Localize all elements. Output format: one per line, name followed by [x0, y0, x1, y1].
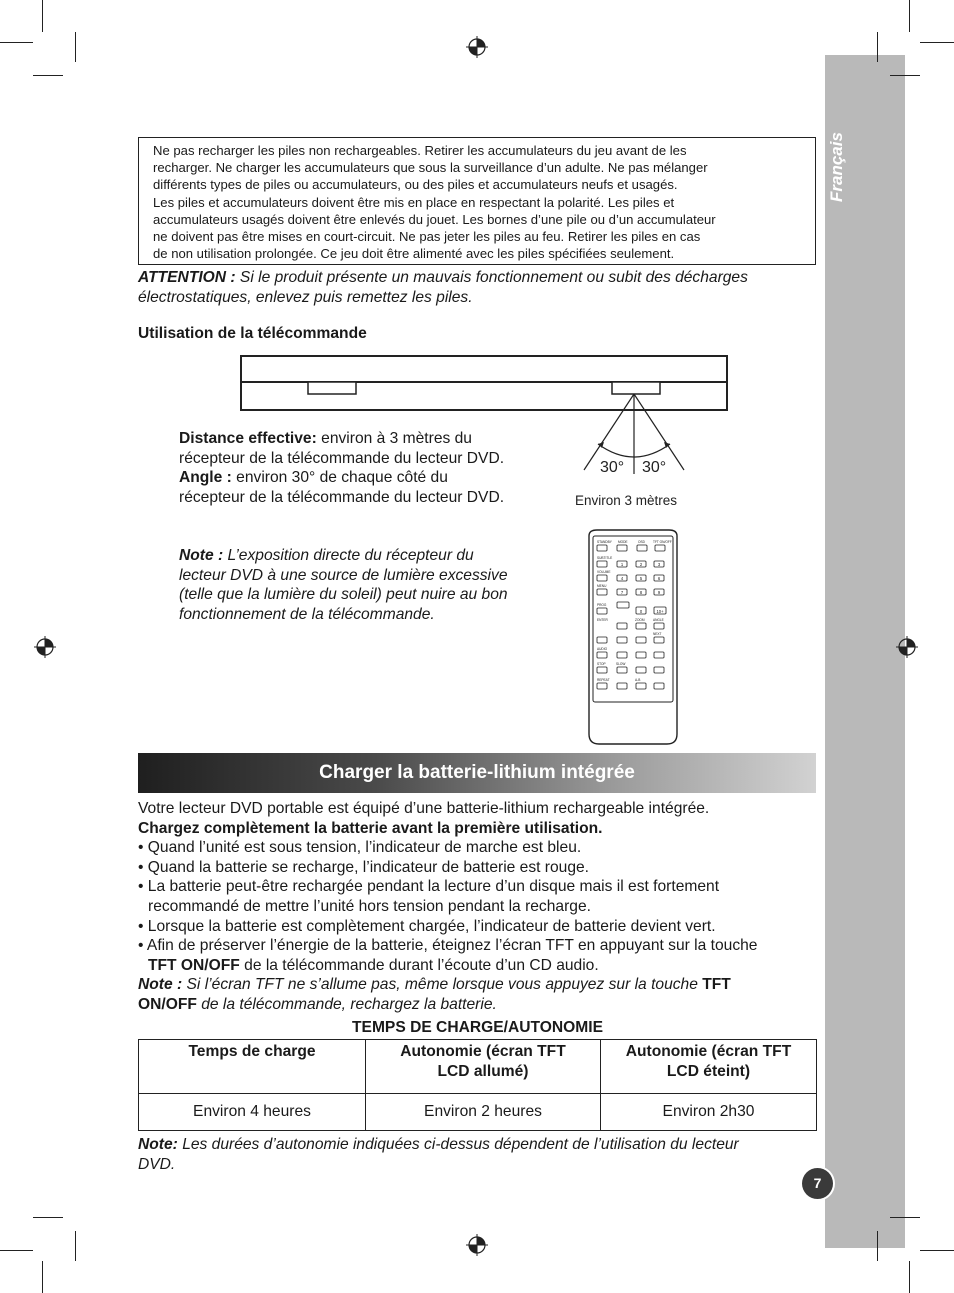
remote-key-label: SUBTITLE: [597, 556, 613, 560]
remote-key-digit: 3: [657, 562, 661, 567]
remote-key-label: TFT ON/OFF: [653, 540, 672, 544]
attention-label: ATTENTION :: [138, 269, 236, 286]
table-header: Autonomie (écran TFT LCD allumé): [366, 1040, 601, 1094]
remote-key-label: ANGLE: [653, 618, 664, 622]
remote-key-label: REPEAT: [597, 678, 610, 682]
remote-key-label: MODE: [618, 540, 628, 544]
bullet-item: • Afin de préserver l’énergie de la batterie, éteignez l’écran TFT en appuyant sur la touche: [138, 937, 758, 955]
charge-table: [138, 1039, 817, 1131]
distance-text: récepteur de la télécommande du lecteur DVD.: [179, 449, 505, 467]
battery-intro-bold: Chargez complètement la batterie avant la première utilisation.: [138, 819, 603, 837]
section-banner: Charger la batterie-lithium intégrée: [138, 753, 816, 793]
note-label: Note :: [179, 547, 224, 564]
crop-mark: [75, 32, 76, 62]
remote-key-digit: 1: [620, 562, 624, 567]
charge-table-title: TEMPS DE CHARGE/AUTONOMIE: [352, 1019, 603, 1036]
note-text: L’exposition directe du récepteur du: [223, 547, 474, 564]
bullet-item: • La batterie peut-être rechargée pendant la lecture d’un disque mais il est fortement: [138, 878, 720, 896]
note-label: Note:: [138, 1136, 178, 1153]
registration-mark-icon: [34, 636, 56, 658]
crop-mark: [42, 1261, 43, 1293]
battery-warning-box: [138, 137, 816, 265]
remote-key-label: ZOOM: [635, 618, 645, 622]
tft-key-name: TFT ON/OFF: [148, 956, 240, 974]
crop-mark: [42, 0, 43, 32]
crop-mark: [75, 1231, 76, 1261]
table-cell: Environ 2 heures: [366, 1094, 601, 1131]
note-text: DVD.: [138, 1155, 176, 1173]
remote-key-digit: 9: [657, 590, 661, 595]
diagram-caption: Environ 3 mètres: [575, 493, 678, 508]
crop-mark: [890, 1217, 920, 1218]
remote-key-digit: 0: [639, 609, 643, 614]
crop-mark: [0, 1250, 33, 1251]
note-text: de la télécommande, rechargez la batterie.: [196, 995, 497, 1013]
angle-text: récepteur de la télécommande du lecteur DVD.: [179, 488, 505, 506]
warning-line: accumulateurs usagés doivent être enlevés du jouet. Les bornes d’une pile ou d’un accumulateur: [153, 211, 716, 227]
note-text: (telle que la lumière du soleil) peut nuire au bon: [179, 586, 508, 604]
distance-label: Distance effective:: [179, 430, 317, 447]
angle-left-label: 30°: [600, 459, 625, 476]
warning-line: différents types de piles ou accumulateurs, ou des piles et accumulateurs neufs et usagés.: [153, 177, 678, 193]
bullet-item-continuation: de la télécommande durant l’écoute d’un CD audio.: [239, 956, 599, 974]
remote-key-digit: 7: [620, 590, 624, 595]
attention-paragraph: [138, 268, 818, 307]
table-header: Temps de charge: [139, 1040, 366, 1094]
crop-mark: [920, 1250, 954, 1251]
table-header: Autonomie (écran TFT LCD éteint): [601, 1040, 817, 1094]
warning-line: ne doivent pas être mises en court-circuit. Ne pas jeter les piles au feu. Retirer les piles en cas: [153, 229, 701, 245]
registration-mark-icon: [896, 636, 918, 658]
remote-section-heading: Utilisation de la télécommande: [138, 325, 367, 342]
remote-key-digit: 4: [620, 576, 624, 581]
remote-range-info: [179, 429, 559, 507]
warning-line: de non utilisation prolongée. Ce jeu doit être alimenté avec les piles spécifiées seulement.: [153, 246, 675, 262]
distance-text: environ à 3 mètres du: [316, 430, 472, 447]
remote-key-digit: 5: [639, 576, 643, 581]
angle-label: Angle :: [179, 469, 232, 487]
remote-key-digit: 2: [639, 562, 643, 567]
remote-key-label: ENTER: [597, 618, 608, 622]
remote-key-label: STANDBY: [597, 540, 612, 544]
crop-mark: [877, 1231, 878, 1261]
crop-mark: [0, 42, 33, 43]
note-text: Les durées d’autonomie indiquées ci-dessus dépendent de l’utilisation du lecteur: [177, 1136, 739, 1153]
language-label: Français: [827, 132, 846, 202]
warning-line: Les piles et accumulateurs doivent être mis en place en respectant la polarité. Les piles et: [153, 194, 675, 210]
crop-mark: [909, 0, 910, 32]
tft-key-name: ON/OFF: [138, 995, 197, 1013]
remote-key-digit: 8: [639, 590, 643, 595]
autonomy-note: [138, 1135, 818, 1174]
tft-key-name: TFT: [702, 976, 731, 994]
remote-control-illustration: [583, 528, 683, 748]
remote-key-label: STOP: [597, 662, 606, 666]
battery-instructions: [138, 799, 828, 1015]
language-side-tab: [825, 55, 905, 1248]
crop-mark: [33, 75, 63, 76]
remote-key-label: AUDIO: [597, 647, 608, 651]
remote-key-label: A-B: [635, 678, 641, 682]
remote-note: [179, 546, 559, 624]
warning-line: recharger. Ne charger les accumulateurs que sous la surveillance d’un adulte. Ne pas mélanger: [153, 160, 708, 176]
remote-key-label: NEXT: [653, 632, 662, 636]
language-label-container: [823, 126, 863, 206]
crop-mark: [920, 42, 954, 43]
attention-text: électrostatiques, enlevez puis remettez les piles.: [138, 288, 473, 306]
note-text: fonctionnement de la télécommande.: [179, 605, 435, 623]
table-cell: Environ 2h30: [601, 1094, 817, 1131]
table-cell: Environ 4 heures: [139, 1094, 366, 1131]
remote-key-label: MENU: [597, 584, 607, 588]
crop-mark: [33, 1217, 63, 1218]
battery-intro: Votre lecteur DVD portable est équipé d’une batterie-lithium rechargeable intégrée.: [138, 800, 710, 817]
crop-mark: [877, 32, 878, 62]
angle-right-label: 30°: [642, 459, 667, 476]
crop-mark: [909, 1261, 910, 1293]
crop-mark: [890, 75, 920, 76]
bullet-item: • Lorsque la batterie est complètement chargée, l’indicateur de batterie devient vert.: [138, 917, 716, 935]
remote-key-digit: 10+: [656, 609, 664, 614]
note-label: Note :: [138, 976, 183, 994]
angle-text: environ 30° de chaque côté du: [231, 469, 448, 487]
registration-mark-icon: [466, 36, 488, 58]
attention-text: Si le produit présente un mauvais fonctionnement ou subit des décharges: [235, 269, 748, 286]
bullet-item-continuation: recommandé de mettre l’unité hors tension pendant la recharge.: [148, 897, 591, 915]
remote-key-label: OSD: [638, 540, 645, 544]
bullet-item: • Quand la batterie se recharge, l’indicateur de batterie est rouge.: [138, 858, 590, 876]
remote-key-digit: 6: [657, 576, 661, 581]
remote-key-label: VOLUME: [597, 570, 611, 574]
bullet-item: • Quand l’unité est sous tension, l’indicateur de marche est bleu.: [138, 839, 582, 857]
remote-key-label: SLOW: [616, 662, 626, 666]
page-number: 7: [802, 1168, 833, 1199]
warning-line: Ne pas recharger les piles non rechargeables. Retirer les accumulateurs du jeu avant de les: [153, 143, 687, 158]
registration-mark-icon: [466, 1234, 488, 1256]
note-text: lecteur DVD à une source de lumière excessive: [179, 566, 508, 584]
remote-key-label: PROG: [597, 603, 607, 607]
note-text: Si l’écran TFT ne s’allume pas, même lorsque vous appuyez sur la touche: [182, 976, 703, 994]
